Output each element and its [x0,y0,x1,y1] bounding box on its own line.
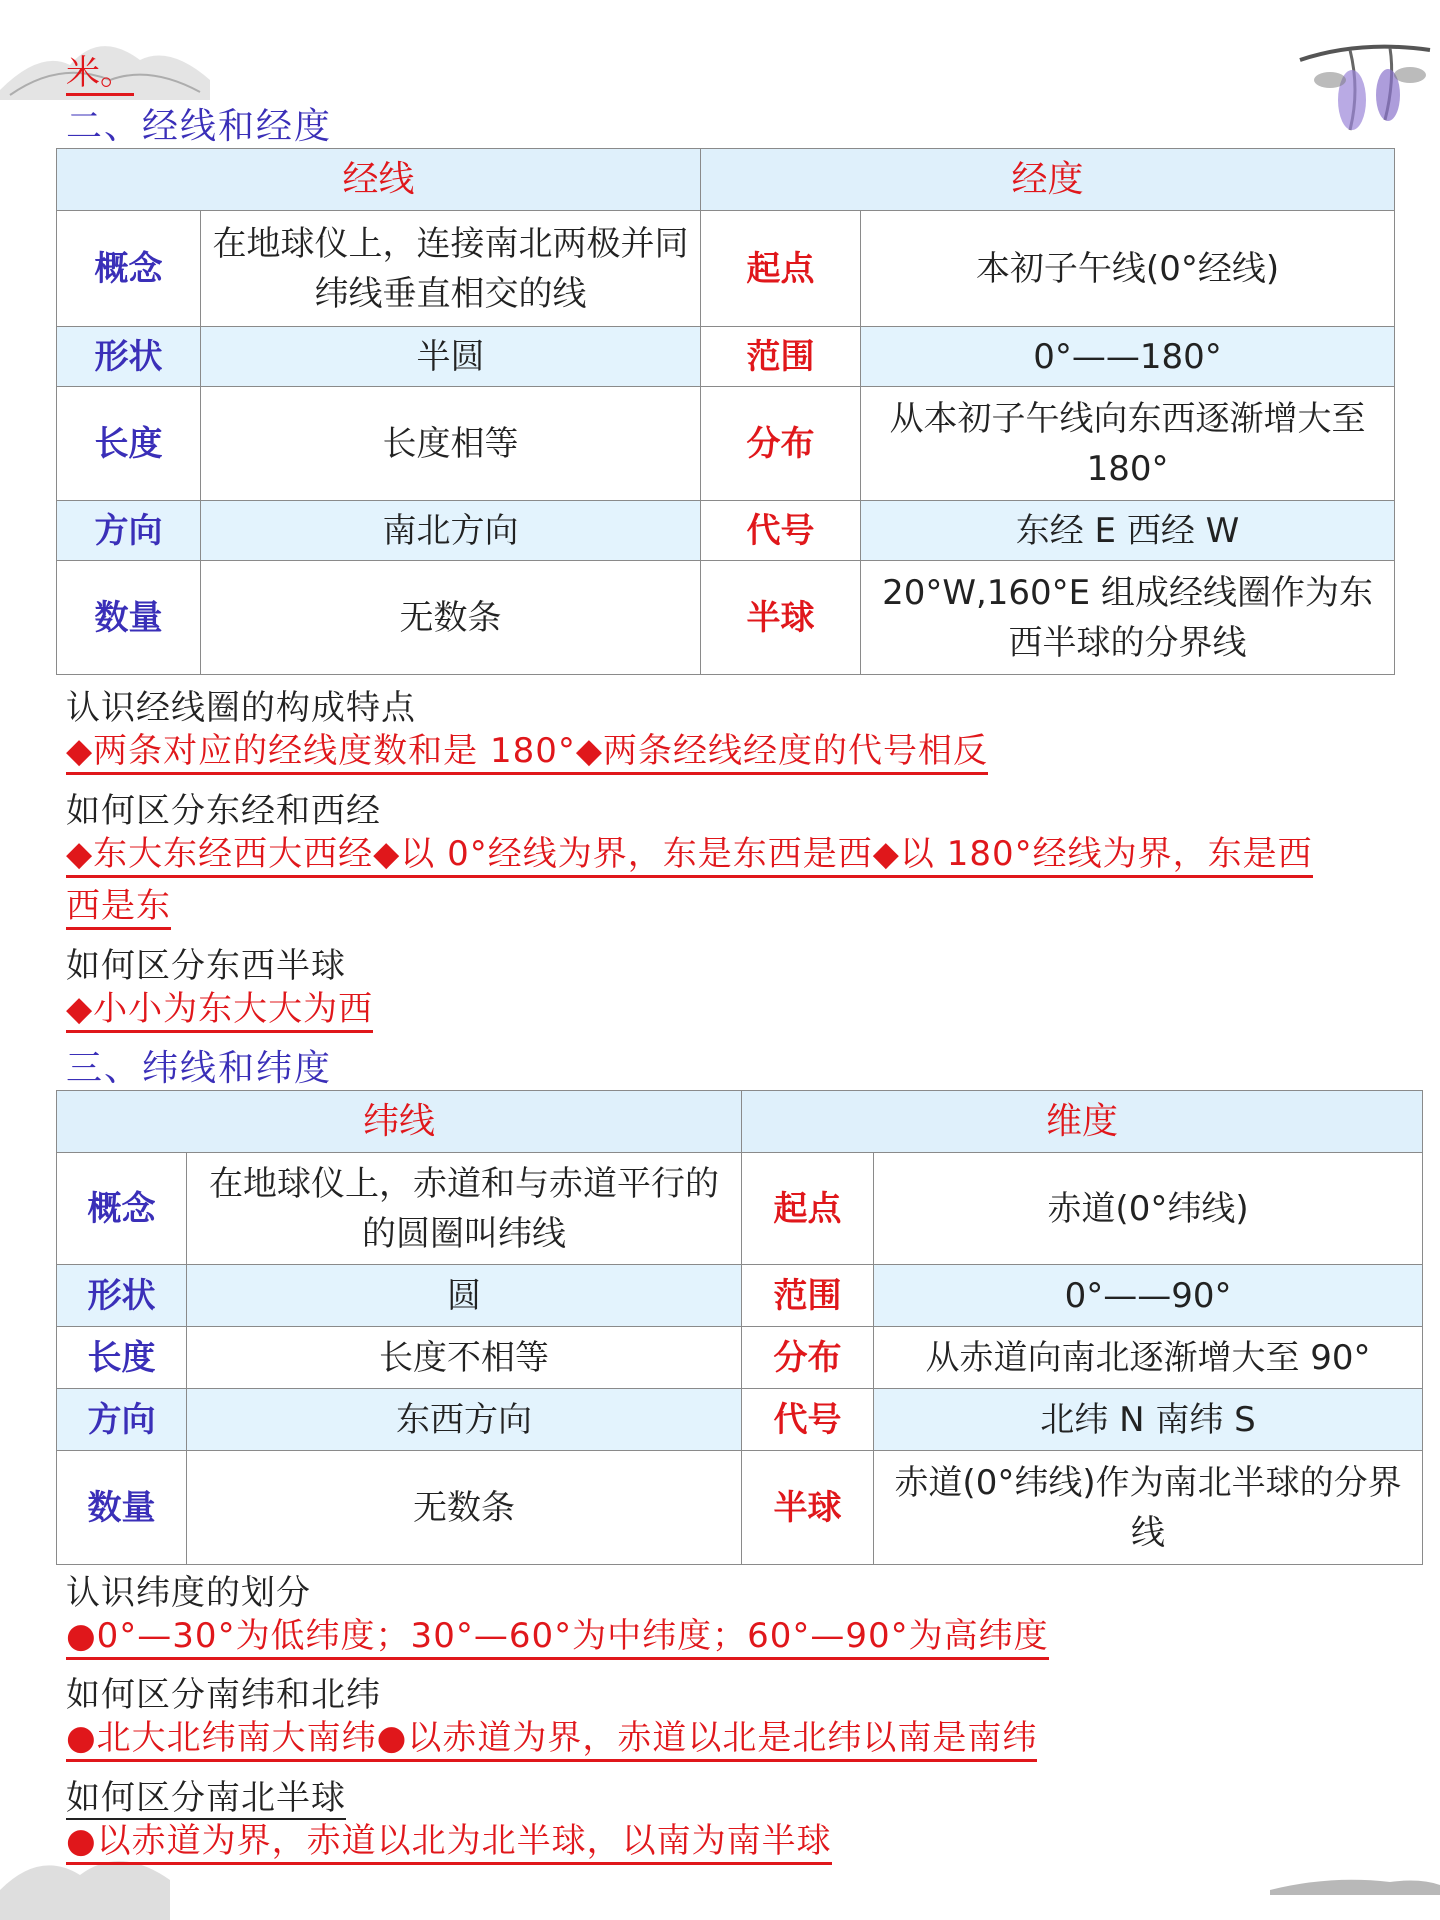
note-question: 如何区分南纬和北纬 [66,1675,381,1715]
note-answer-text: ●北大北纬南大南纬●以赤道为界，赤道以北是北纬以南是南纬 [66,1718,1037,1762]
row-value: 无数条 [187,1451,742,1565]
header-parallel: 纬线 [57,1091,742,1153]
note-question: 如何区分东西半球 [66,946,346,986]
note-question [66,1770,346,1819]
top-fragment-text: 米。 [66,53,134,96]
row-label: 半球 [701,561,861,675]
top-fragment [66,45,134,94]
row-value: 从赤道向南北逐渐增大至 90° [874,1327,1423,1389]
note-question: 认识纬度的划分 [66,1573,311,1613]
row-label: 长度 [57,1327,187,1389]
row-value: 无数条 [201,561,701,675]
row-value: 0°——90° [874,1265,1423,1327]
section2-title: 二、经线和经度 [66,106,333,147]
note-question: 如何区分东经和西经 [66,791,381,831]
row-value: 长度相等 [201,387,701,501]
row-value: 0°——180° [861,327,1395,387]
row-value: 在地球仪上，连接南北两极并同纬线垂直相交的线 [201,211,701,327]
note-answer-text: ●0°—30°为低纬度；30°—60°为中纬度；60°—90°为高纬度 [66,1616,1049,1660]
latitude-table [56,1090,1423,1565]
longitude-table [56,148,1395,675]
note-answer [66,1610,1049,1662]
header-longitude: 经度 [701,149,1395,211]
note-answer-text: 西是东 [66,886,171,930]
row-label: 分布 [742,1327,874,1389]
note-answer [66,880,171,932]
row-value: 北纬 N 南纬 S [874,1389,1423,1451]
row-value: 长度不相等 [187,1327,742,1389]
row-label: 形状 [57,1265,187,1327]
row-label: 分布 [701,387,861,501]
row-label: 范围 [701,327,861,387]
row-value: 赤道(0°纬线)作为南北半球的分界线 [874,1451,1423,1565]
row-value: 本初子午线(0°经线) [861,211,1395,327]
section3-title: 三、纬线和纬度 [66,1048,333,1089]
row-value: 圆 [187,1265,742,1327]
header-latitude: 维度 [742,1091,1423,1153]
row-label: 起点 [742,1153,874,1265]
row-label: 方向 [57,1389,187,1451]
row-label: 概念 [57,211,201,327]
row-label: 范围 [742,1265,874,1327]
row-label: 数量 [57,561,201,675]
row-label: 半球 [742,1451,874,1565]
row-value: 赤道(0°纬线) [874,1153,1423,1265]
row-label: 代号 [701,501,861,561]
row-label: 数量 [57,1451,187,1565]
note-answer [66,1712,1037,1764]
row-label: 方向 [57,501,201,561]
row-value: 半圆 [201,327,701,387]
row-label: 长度 [57,387,201,501]
note-answer-text: ●以赤道为界，赤道以北为北半球，以南为南半球 [66,1821,832,1865]
note-answer-text: ◆东大东经西大西经◆以 0°经线为界，东是东西是西◆以 180°经线为界，东是西 [66,834,1313,878]
note-answer-text: ◆小小为东大大为西 [66,989,373,1033]
row-value: 东西方向 [187,1389,742,1451]
row-label: 起点 [701,211,861,327]
note-question: 认识经线圈的构成特点 [66,688,416,728]
note-question-text: 如何区分南北半球 [66,1778,346,1818]
row-label: 代号 [742,1389,874,1451]
header-meridian: 经线 [57,149,701,211]
note-answer [66,983,373,1035]
note-answer [66,725,988,777]
row-value: 20°W,160°E 组成经线圈作为东西半球的分界线 [861,561,1395,675]
row-label: 形状 [57,327,201,387]
row-value: 从本初子午线向东西逐渐增大至 180° [861,387,1395,501]
ink-mountain-bottom-right [1270,1860,1440,1910]
row-label: 概念 [57,1153,187,1265]
note-answer [66,1815,832,1867]
row-value: 东经 E 西经 W [861,501,1395,561]
note-answer-text: ◆两条对应的经线度数和是 180°◆两条经线经度的代号相反 [66,731,988,775]
row-value: 南北方向 [201,501,701,561]
row-value: 在地球仪上，赤道和与赤道平行的的圆圈叫纬线 [187,1153,742,1265]
note-answer [66,828,1313,880]
